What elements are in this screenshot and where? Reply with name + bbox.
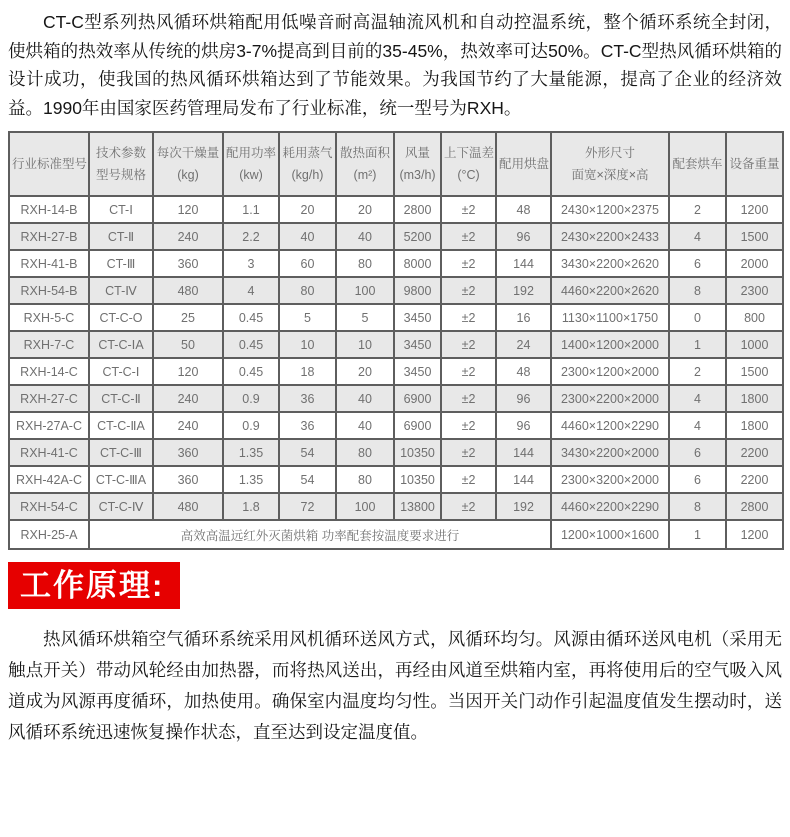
table-cell-carts: 2: [669, 358, 726, 385]
table-cell-air: 9800: [394, 277, 441, 304]
column-header-0: 行业标准型号: [9, 132, 89, 196]
table-cell-dims: 2430×1200×2375: [551, 196, 669, 223]
table-cell-spec: CT-C-O: [89, 304, 153, 331]
table-cell-carts: 6: [669, 250, 726, 277]
table-cell-air: 5200: [394, 223, 441, 250]
table-cell-trays: 144: [496, 439, 551, 466]
table-cell-power: 1.1: [223, 196, 279, 223]
table-cell-carts: 1: [669, 331, 726, 358]
table-cell-dims: 1200×1000×1600: [551, 520, 669, 549]
table-cell-temp: ±2: [441, 304, 496, 331]
table-cell-spec: CT-Ⅱ: [89, 223, 153, 250]
table-cell-model: RXH-54-C: [9, 493, 89, 520]
table-cell-temp: ±2: [441, 493, 496, 520]
table-cell-temp: ±2: [441, 331, 496, 358]
table-row: [9, 223, 783, 250]
table-cell-weight: 2200: [726, 439, 783, 466]
table-cell-heat: 40: [336, 385, 394, 412]
table-cell-spec: CT-C-ⅢA: [89, 466, 153, 493]
table-cell-spec: CT-Ⅰ: [89, 196, 153, 223]
table-cell-trays: 96: [496, 223, 551, 250]
column-header-5: 散热面积 (m²): [336, 132, 394, 196]
table-cell-dry: 480: [153, 277, 223, 304]
table-cell-weight: 2200: [726, 466, 783, 493]
table-cell-trays: 192: [496, 277, 551, 304]
table-cell-air: 13800: [394, 493, 441, 520]
table-cell-weight: 2000: [726, 250, 783, 277]
table-cell-steam: 5: [279, 304, 336, 331]
table-cell-trays: 144: [496, 250, 551, 277]
table-row: [9, 196, 783, 223]
table-row: [9, 493, 783, 520]
table-cell-carts: 4: [669, 385, 726, 412]
table-cell-weight: 1800: [726, 385, 783, 412]
working-principle-paragraph: 热风循环烘箱空气循环系统采用风机循环送风方式，风循环均匀。风源由循环送风电机（采用无触点开关）带动风轮经由加热器，而将热风送出，再经由风道至烘箱内室，再将使用后的空气吸入风道成为风源再度循环，加热使用。确保室内温度均匀性。当因开关门动作引起温度值发生摆动时，送风循环系统迅速恢复操作状态，直至达到设定温度值。: [8, 629, 782, 742]
table-cell-carts: 8: [669, 493, 726, 520]
table-cell-dry: 360: [153, 439, 223, 466]
table-cell-dims: 3430×2200×2620: [551, 250, 669, 277]
table-cell-dry: 120: [153, 196, 223, 223]
column-header-9: 外形尺寸 面宽×深度×高: [551, 132, 669, 196]
table-cell-spec: CT-C-ⅠA: [89, 331, 153, 358]
table-cell-dry: 120: [153, 358, 223, 385]
table-cell-dry: 480: [153, 493, 223, 520]
table-cell-heat: 40: [336, 223, 394, 250]
table-row-special: [9, 520, 783, 549]
table-cell-model: RXH-41-B: [9, 250, 89, 277]
table-cell-air: 6900: [394, 385, 441, 412]
table-cell-air: 3450: [394, 331, 441, 358]
table-row: [9, 439, 783, 466]
column-header-7: 上下温差 (°C): [441, 132, 496, 196]
table-cell-note: 高效高温远红外灭菌烘箱 功率配套按温度要求进行: [89, 520, 551, 549]
table-cell-carts: 0: [669, 304, 726, 331]
table-cell-dims: 1400×1200×2000: [551, 331, 669, 358]
table-cell-temp: ±2: [441, 466, 496, 493]
table-cell-trays: 48: [496, 358, 551, 385]
column-header-4: 耗用蒸气 (kg/h): [279, 132, 336, 196]
table-cell-temp: ±2: [441, 196, 496, 223]
table-cell-dims: 4460×1200×2290: [551, 412, 669, 439]
table-cell-temp: ±2: [441, 250, 496, 277]
table-cell-power: 1.35: [223, 466, 279, 493]
table-cell-heat: 100: [336, 277, 394, 304]
table-cell-dry: 240: [153, 385, 223, 412]
table-cell-carts: 6: [669, 466, 726, 493]
table-cell-steam: 54: [279, 439, 336, 466]
table-cell-power: 0.9: [223, 385, 279, 412]
table-cell-weight: 1200: [726, 520, 783, 549]
table-cell-weight: 800: [726, 304, 783, 331]
column-header-6: 风量 (m3/h): [394, 132, 441, 196]
table-cell-air: 8000: [394, 250, 441, 277]
table-cell-temp: ±2: [441, 358, 496, 385]
table-cell-power: 2.2: [223, 223, 279, 250]
table-cell-dry: 50: [153, 331, 223, 358]
table-cell-model: RXH-14-B: [9, 196, 89, 223]
table-cell-model: RXH-27A-C: [9, 412, 89, 439]
table-cell-heat: 10: [336, 331, 394, 358]
table-cell-steam: 60: [279, 250, 336, 277]
table-cell-steam: 18: [279, 358, 336, 385]
table-cell-weight: 1500: [726, 223, 783, 250]
table-cell-trays: 96: [496, 385, 551, 412]
table-cell-power: 0.9: [223, 412, 279, 439]
table-cell-heat: 20: [336, 196, 394, 223]
table-cell-dry: 360: [153, 250, 223, 277]
table-row: [9, 331, 783, 358]
table-cell-carts: 8: [669, 277, 726, 304]
table-cell-power: 4: [223, 277, 279, 304]
table-cell-model: RXH-54-B: [9, 277, 89, 304]
table-cell-spec: CT-Ⅳ: [89, 277, 153, 304]
table-cell-steam: 10: [279, 331, 336, 358]
table-cell-model: RXH-25-A: [9, 520, 89, 549]
table-cell-heat: 80: [336, 250, 394, 277]
table-cell-steam: 80: [279, 277, 336, 304]
table-cell-spec: CT-C-Ⅲ: [89, 439, 153, 466]
table-cell-spec: CT-C-Ⅱ: [89, 385, 153, 412]
table-cell-air: 10350: [394, 466, 441, 493]
table-cell-heat: 40: [336, 412, 394, 439]
table-row: [9, 385, 783, 412]
spec-table: [8, 131, 784, 550]
table-cell-air: 3450: [394, 358, 441, 385]
table-cell-model: RXH-14-C: [9, 358, 89, 385]
table-cell-trays: 16: [496, 304, 551, 331]
table-cell-model: RXH-41-C: [9, 439, 89, 466]
table-row: [9, 358, 783, 385]
table-cell-spec: CT-C-Ⅰ: [89, 358, 153, 385]
column-header-10: 配套烘车: [669, 132, 726, 196]
table-cell-dims: 1130×1100×1750: [551, 304, 669, 331]
column-header-2: 每次干燥量 (kg): [153, 132, 223, 196]
table-cell-model: RXH-7-C: [9, 331, 89, 358]
table-cell-trays: 144: [496, 466, 551, 493]
table-cell-air: 10350: [394, 439, 441, 466]
table-cell-temp: ±2: [441, 439, 496, 466]
table-cell-heat: 5: [336, 304, 394, 331]
column-header-11: 设备重量: [726, 132, 783, 196]
table-cell-heat: 80: [336, 466, 394, 493]
table-cell-trays: 24: [496, 331, 551, 358]
table-cell-air: 3450: [394, 304, 441, 331]
table-cell-model: RXH-27-C: [9, 385, 89, 412]
table-cell-air: 6900: [394, 412, 441, 439]
table-cell-dry: 360: [153, 466, 223, 493]
table-row: [9, 277, 783, 304]
table-cell-steam: 72: [279, 493, 336, 520]
table-cell-power: 3: [223, 250, 279, 277]
spec-table-header-row: [9, 132, 783, 196]
table-cell-steam: 36: [279, 412, 336, 439]
table-cell-carts: 1: [669, 520, 726, 549]
table-cell-weight: 2800: [726, 493, 783, 520]
table-cell-power: 1.35: [223, 439, 279, 466]
table-cell-dims: 2300×2200×2000: [551, 385, 669, 412]
table-cell-power: 0.45: [223, 304, 279, 331]
table-cell-power: 0.45: [223, 358, 279, 385]
table-row: [9, 304, 783, 331]
column-header-8: 配用烘盘: [496, 132, 551, 196]
column-header-3: 配用功率 (kw): [223, 132, 279, 196]
spec-table-body: [9, 196, 783, 549]
table-cell-steam: 40: [279, 223, 336, 250]
table-cell-model: RXH-42A-C: [9, 466, 89, 493]
table-cell-dry: 240: [153, 412, 223, 439]
table-cell-heat: 100: [336, 493, 394, 520]
table-cell-carts: 6: [669, 439, 726, 466]
table-cell-dims: 2300×1200×2000: [551, 358, 669, 385]
table-cell-temp: ±2: [441, 385, 496, 412]
table-cell-steam: 20: [279, 196, 336, 223]
table-cell-temp: ±2: [441, 223, 496, 250]
table-cell-model: RXH-27-B: [9, 223, 89, 250]
table-cell-trays: 48: [496, 196, 551, 223]
table-cell-dry: 240: [153, 223, 223, 250]
table-cell-weight: 1000: [726, 331, 783, 358]
table-cell-spec: CT-C-ⅡA: [89, 412, 153, 439]
table-cell-model: RXH-5-C: [9, 304, 89, 331]
table-cell-trays: 192: [496, 493, 551, 520]
table-cell-temp: ±2: [441, 277, 496, 304]
table-cell-heat: 80: [336, 439, 394, 466]
table-row: [9, 250, 783, 277]
table-cell-dims: 3430×2200×2000: [551, 439, 669, 466]
table-row: [9, 466, 783, 493]
table-cell-dims: 2430×2200×2433: [551, 223, 669, 250]
table-cell-power: 0.45: [223, 331, 279, 358]
table-cell-carts: 2: [669, 196, 726, 223]
table-cell-weight: 1500: [726, 358, 783, 385]
table-cell-weight: 2300: [726, 277, 783, 304]
table-cell-heat: 20: [336, 358, 394, 385]
table-cell-power: 1.8: [223, 493, 279, 520]
table-cell-steam: 36: [279, 385, 336, 412]
table-cell-weight: 1800: [726, 412, 783, 439]
table-cell-spec: CT-Ⅲ: [89, 250, 153, 277]
column-header-1: 技术参数 型号规格: [89, 132, 153, 196]
table-cell-steam: 54: [279, 466, 336, 493]
working-principle-heading: 工作原理:: [8, 562, 180, 609]
table-cell-weight: 1200: [726, 196, 783, 223]
table-cell-carts: 4: [669, 412, 726, 439]
table-cell-spec: CT-C-Ⅳ: [89, 493, 153, 520]
table-cell-trays: 96: [496, 412, 551, 439]
intro-paragraph: CT-C型系列热风循环烘箱配用低噪音耐高温轴流风机和自动控温系统，整个循环系统全封闭，使烘箱的热效率从传统的烘房3-7%提高到目前的35-45%，热效率可达50%。CT-C型热风循环烘箱的设计成功，使我国的热风循环烘箱达到了节能效果。为我国节约了大量能源，提高了企业的经济效益。1990年由国家医药管理局发布了行业标准，统一型号为RXH。: [8, 12, 782, 118]
table-cell-dry: 25: [153, 304, 223, 331]
table-cell-air: 2800: [394, 196, 441, 223]
table-cell-dims: 4460×2200×2290: [551, 493, 669, 520]
table-cell-temp: ±2: [441, 412, 496, 439]
table-cell-dims: 2300×3200×2000: [551, 466, 669, 493]
table-cell-dims: 4460×2200×2620: [551, 277, 669, 304]
table-cell-carts: 4: [669, 223, 726, 250]
table-row: [9, 412, 783, 439]
